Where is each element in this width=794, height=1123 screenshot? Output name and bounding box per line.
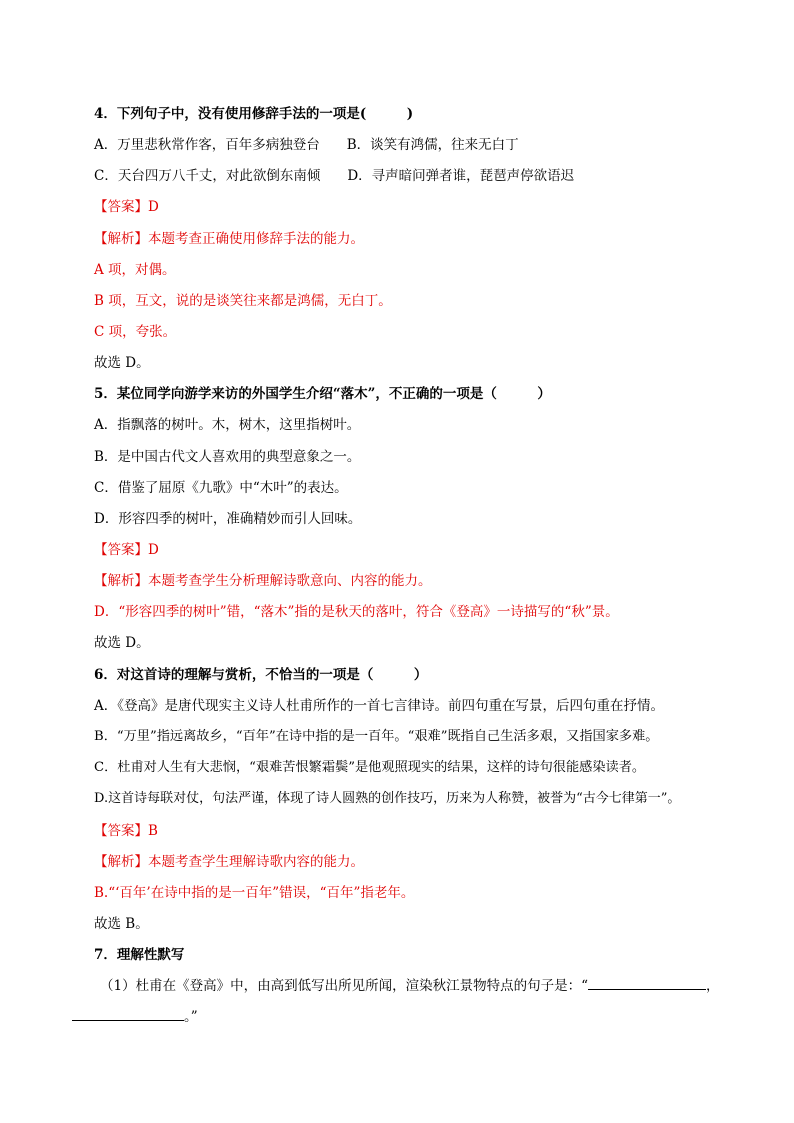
question-6-option-d: D.这首诗每联对仗，句法严谨，体现了诗人圆熟的创作技巧，历来为人称赞，被誉为“古今七律第一”。 [94, 791, 681, 806]
question-7-item-1-continued [72, 1008, 712, 1026]
question-4-conclusion: 故选 D。 [94, 355, 150, 371]
question-5-conclusion: 故选 D。 [94, 635, 150, 651]
question-5-stem: 5．某位同学向游学来访的外国学生介绍“落木”，不正确的一项是（ ） [94, 386, 551, 402]
question-5-option-d: D．形容四季的树叶，准确精妙而引人回味。 [94, 511, 362, 527]
question-6-answer: 【答案】B [94, 823, 158, 839]
question-4-options-ab: A．万里悲秋常作客，百年多病独登台 B．谈笑有鸿儒，往来无白丁 [94, 137, 519, 153]
question-7-item-1-end: 。” [184, 1009, 198, 1025]
question-4-detail-c: C 项，夸张。 [94, 324, 177, 340]
question-6-option-c: C．杜甫对人生有大悲悯，“艰难苦恨繁霜鬓”是他观照现实的结果，这样的诗句很能感染读者。 [94, 760, 646, 775]
question-4-stem: 4．下列句子中，没有使用修辞手法的一项是( ) [94, 106, 414, 122]
question-7-item-1-separator: ， [706, 978, 720, 994]
question-5-detail: D．“形容四季的树叶”错，“落木”指的是秋天的落叶，符合《登高》一诗描写的“秋”景。 [94, 604, 619, 620]
question-5-option-c: C．借鉴了屈原《九歌》中“木叶”的表达。 [94, 480, 348, 496]
question-6-detail: B.“‘百年’在诗中指的是一百年”错误，“百年”指老年。 [94, 885, 415, 901]
question-4-options-cd: C．天台四万八千丈，对此欲倒东南倾 D．寻声暗问弹者谁，琵琶声停欲语迟 [94, 168, 575, 184]
question-4-analysis: 【解析】本题考查正确使用修辞手法的能力。 [94, 231, 364, 247]
question-4-answer: 【答案】D [94, 199, 159, 215]
question-6-conclusion: 故选 B。 [94, 916, 149, 932]
question-5-answer: 【答案】D [94, 542, 159, 558]
question-6-analysis: 【解析】本题考查学生理解诗歌内容的能力。 [94, 854, 364, 870]
question-4-detail-a: A 项，对偶。 [94, 262, 176, 278]
question-6-stem: 6．对这首诗的理解与赏析，不恰当的一项是（ ） [94, 667, 428, 683]
question-5-option-a: A．指飘落的树叶。木，树木，这里指树叶。 [94, 417, 361, 433]
question-5-option-b: B．是中国古代文人喜欢用的典型意象之一。 [94, 449, 361, 465]
answer-blank-2[interactable] [72, 1008, 184, 1021]
question-6-option-b: B．“万里”指远离故乡，“百年”在诗中指的是一百年。“艰难”既指自己生活多艰，又指国家多难。 [94, 729, 659, 744]
question-7-stem: 7．理解性默写 [94, 947, 185, 963]
question-5-analysis: 【解析】本题考查学生分析理解诗歌意向、内容的能力。 [94, 573, 432, 589]
answer-blank-1[interactable] [588, 977, 706, 990]
question-4-detail-b: B 项，互文，说的是谈笑往来都是鸿儒，无白丁。 [94, 293, 392, 309]
question-7-item-1-text: （1）杜甫在《登高》中，由高到低写出所见所闻，渲染秋江景物特点的句子是：“ [100, 978, 588, 994]
question-6-option-a: A．《登高》是唐代现实主义诗人杜甫所作的一首七言律诗。前四句重在写景，后四句重在抒情。 [94, 698, 664, 714]
question-7-item-1 [100, 977, 760, 995]
